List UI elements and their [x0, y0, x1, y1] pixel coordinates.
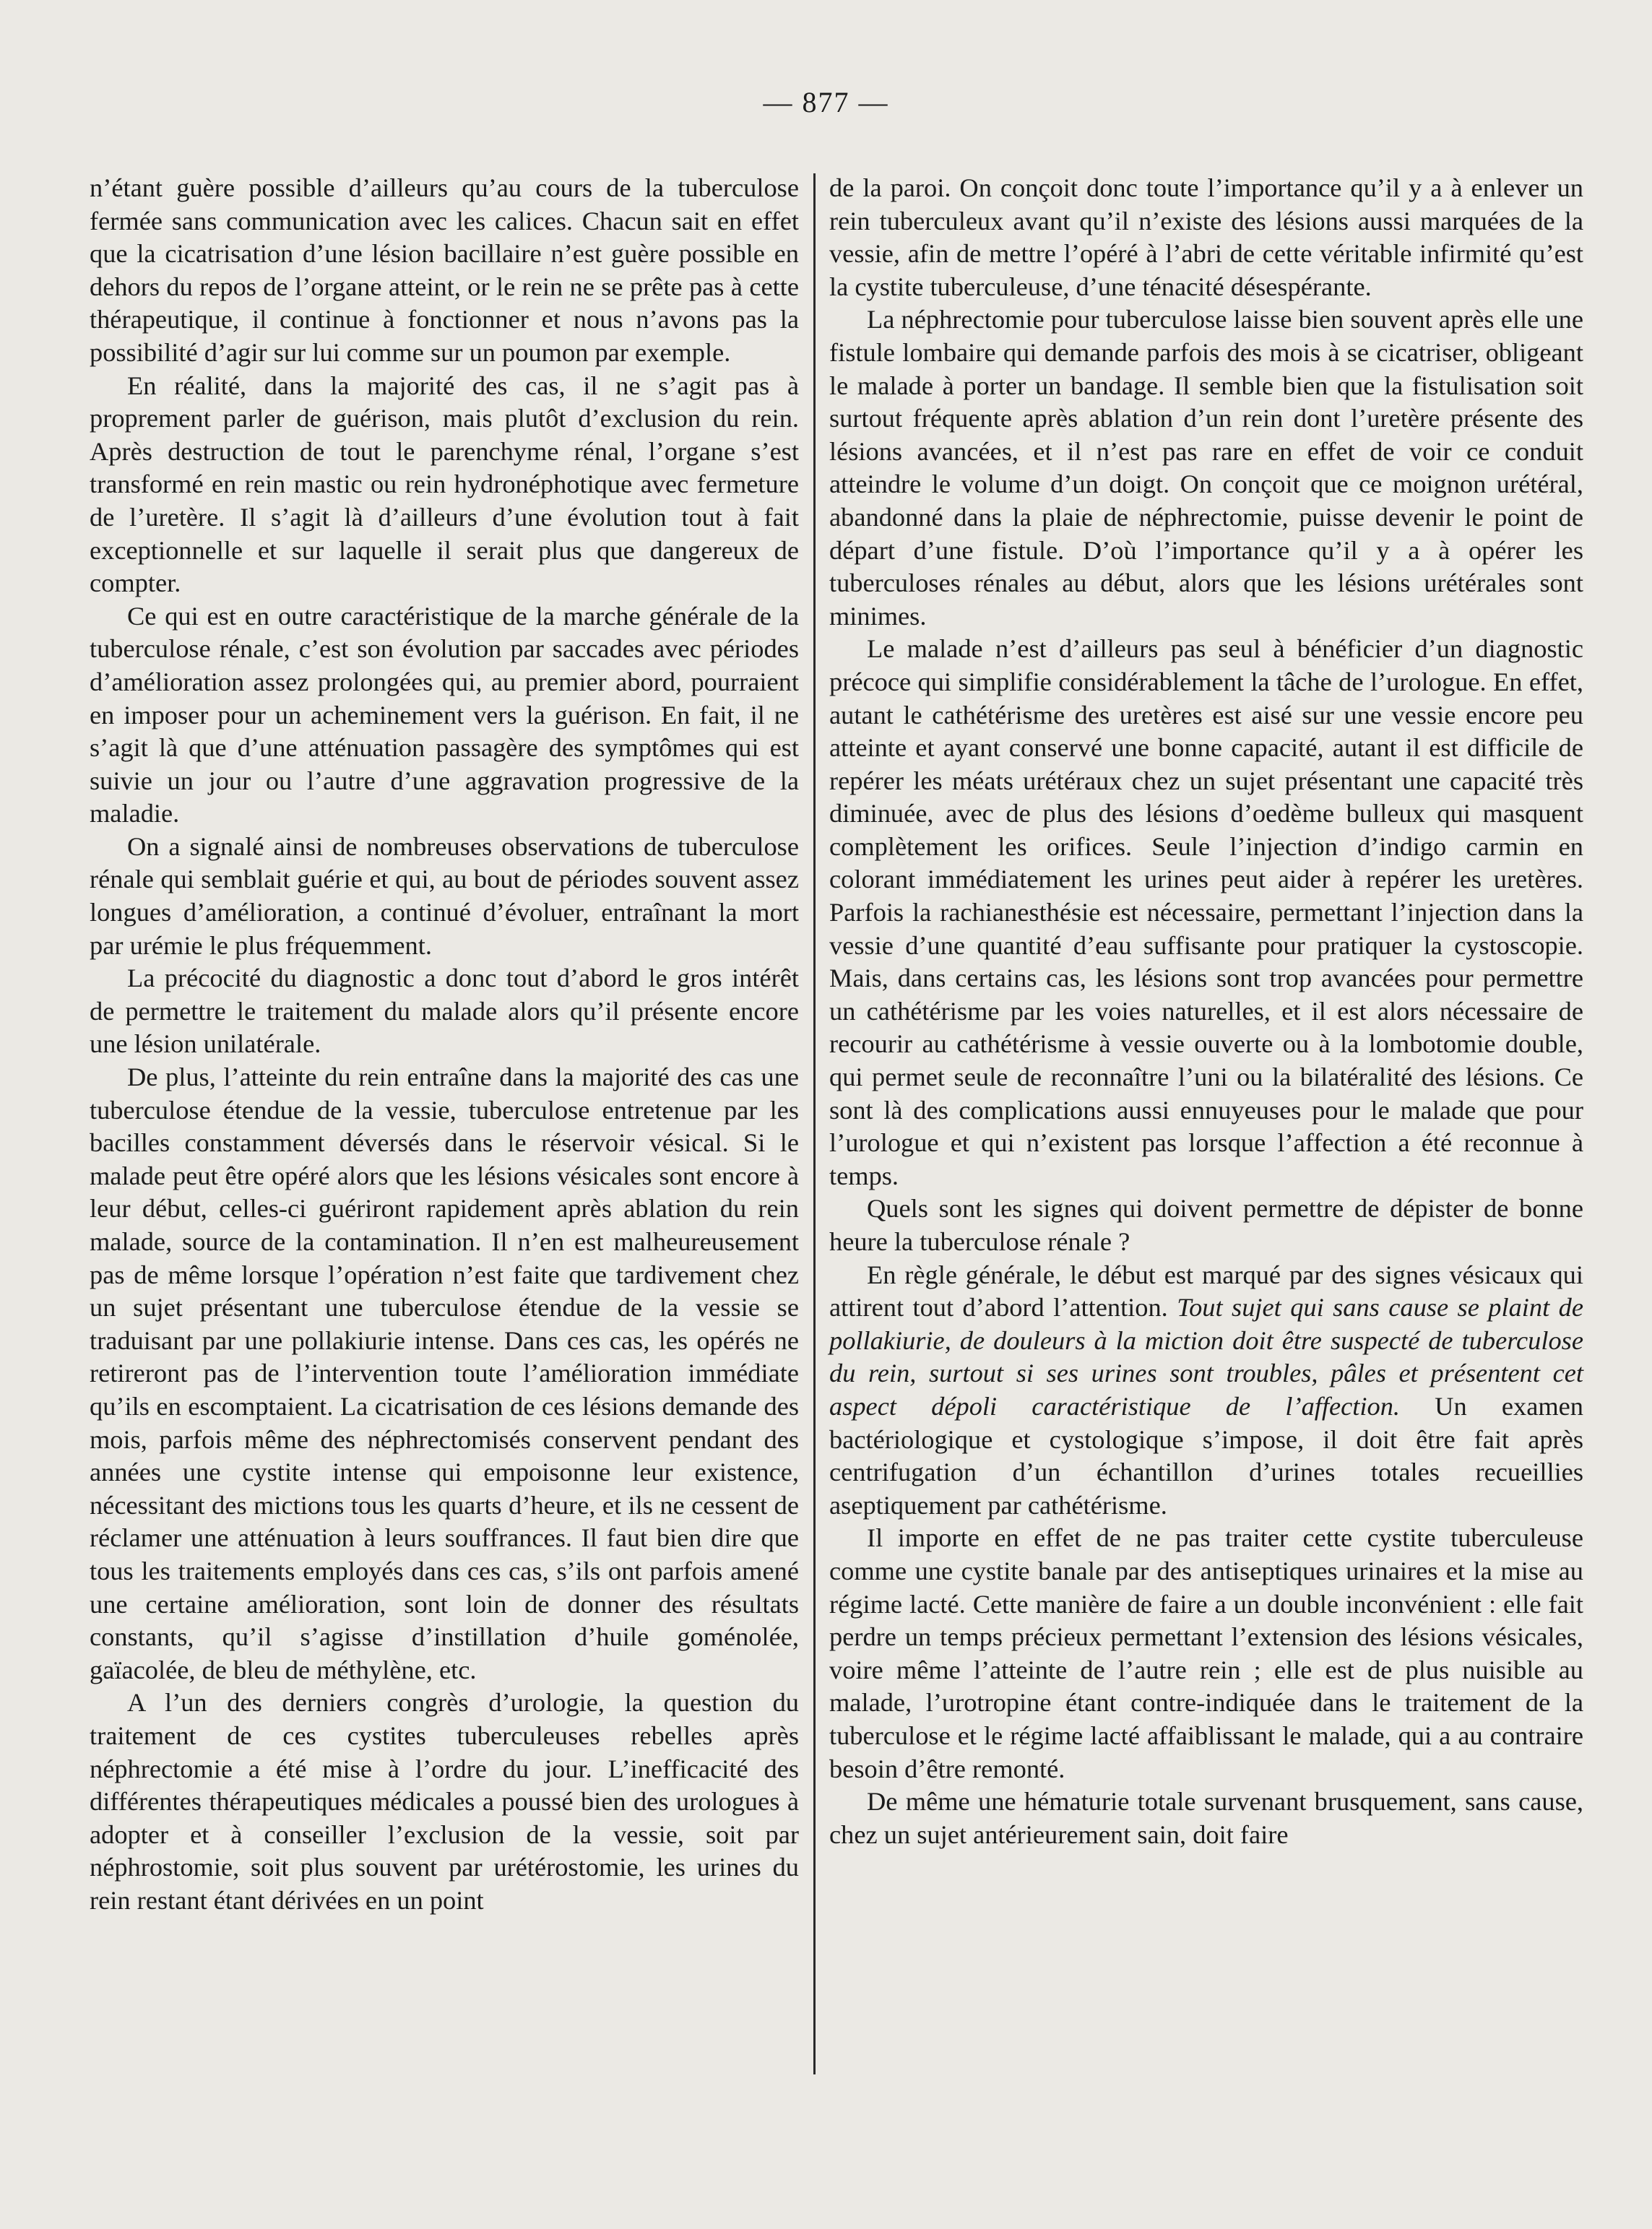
paragraph-text: Un examen bactériologique et cystologique s’impose, il doit être fait après centrifugation d’un échantillon d’urines totales recueillies aseptiquement par cathétérisme.	[829, 1391, 1584, 1520]
paragraph: Ce qui est en outre caractéristique de la marche générale de la tuberculose rénale, c’est son évolution par saccades avec périodes d’amélioration assez prolongées qui, au premier abord, pourraient en imposer pour un acheminement vers la guérison. En fait, il ne s’agit là que d’une atténuation passagère des symptômes qui est suivie un jour ou l’autre d’une aggravation progressive de la maladie.	[90, 601, 799, 828]
column-divider	[813, 173, 816, 2074]
paragraph: de la paroi. On conçoit donc toute l’importance qu’il y a à enlever un rein tuberculeux avant qu’il n’existe des lésions aussi marquées de la vessie, afin de mettre l’opéré à l’abri de cette véritable infirmité qu’est la cystite tuberculeuse, d’une ténacité désespérante.	[829, 173, 1583, 301]
page-number: — 877 —	[763, 86, 889, 118]
paragraph: De même une hématurie totale survenant brusquement, sans cause, chez un sujet antérieurement sain, doit faire	[829, 1787, 1583, 1849]
paragraph: A l’un des derniers congrès d’urologie, la question du traitement de ces cystites tuberculeuses rebelles après néphrectomie a été mise à l’ordre du jour. L’inefficacité des différentes thérapeutiques médicales a poussé bien des urologues à adopter et à conseiller l’exclusion de la vessie, soit par néphrostomie, soit plus souvent par urétérostomie, les urines du rein restant étant dérivées en un point	[90, 1688, 799, 1915]
paragraph: De plus, l’atteinte du rein entraîne dans la majorité des cas une tuberculose étendue de la vessie, tuberculose entretenue par les bacilles constamment déversés dans le réservoir vésical. Si le malade peut être opéré alors que les lésions vésicales sont encore à leur début, celles-ci guériront rapidement après ablation du rein malade, source de la contamination. Il n’en est malheureusement pas de même lorsque l’opération n’est faite que tardivement chez un sujet présentant une tuberculose étendue de la vessie se traduisant par une pollakiurie intense. Dans ces cas, les opérés ne retireront pas de l’intervention toute l’amélioration immédiate qu’ils en escomptaient. La cicatrisation de ces lésions demande des mois, parfois même des néphrectomisés conservent pendant des années une cystite intense qui empoisonne leur existence, nécessitant des mictions tous les quarts d’heure, et ils ne cessent de réclamer une atténuation à leurs souffrances. Il faut bien dire que tous les traitements employés dans ces cas, s’ils ont parfois amené une certaine amélioration, sont loin de donner des résultats constants, qu’il s’agisse d’instillation d’huile goménolée, gaïacolée, de bleu de méthylène, etc.	[90, 1062, 799, 1684]
paragraph: n’étant guère possible d’ailleurs qu’au cours de la tuberculose fermée sans communication avec les calices. Chacun sait en effet que la cicatrisation d’une lésion bacillaire n’est guère possible en dehors du repos de l’organe atteint, or le rein ne se prête pas à cette thérapeutique, il continue à fonctionner et nous n’avons pas la possibilité d’agir sur lui comme sur un poumon par exemple.	[90, 173, 799, 367]
paragraph: Il importe en effet de ne pas traiter cette cystite tuberculeuse comme une cystite banale par des antiseptiques urinaires et la mise au régime lacté. Cette manière de faire a un double inconvénient : elle fait perdre un temps précieux permettant l’extension des lésions vésicales, voire même l’atteinte de l’autre rein ; elle est de plus nuisible au malade, l’urotropine étant contre-indiquée dans le traitement de la tuberculose et le régime lacté affaiblissant le malade, qui a au contraire besoin d’être remonté.	[829, 1523, 1583, 1783]
paragraph: Le malade n’est d’ailleurs pas seul à bénéficier d’un diagnostic précoce qui simplifie considérablement la tâche de l’urologue. En effet, autant le cathétérisme des uretères est aisé sur une vessie encore peu atteinte et ayant conservé une bonne capacité, autant il est difficile de repérer les méats urétéraux chez un sujet présentant une capacité très diminuée, avec de plus des lésions d’oedème bulleux qui masquent complètement les orifices. Seule l’injection d’indigo carmin en colorant immédiatement les urines peut aider à repérer les uretères. Parfois la rachianesthésie est nécessaire, permettant l’injection dans la vessie d’une quantité d’eau suffisante pour pratiquer la cystoscopie. Mais, dans certains cas, les lésions sont trop avancées pour permettre un cathétérisme par les voies naturelles, et il est alors nécessaire de recourir au cathétérisme à vessie ouverte ou à la lombotomie double, qui permet seule de reconnaître l’uni ou la bilatéralité des lésions. Ce sont là des complications aussi ennuyeuses pour le malade que pour l’urologue et qui n’existent pas lorsque l’affection a été reconnue à temps.	[829, 634, 1583, 1190]
paragraph-with-emphasis	[829, 1259, 1583, 1523]
paragraph: En réalité, dans la majorité des cas, il ne s’agit pas à proprement parler de guérison, mais plutôt d’exclusion du rein. Après destruction de tout le parenchyme rénal, l’organe s’est transformé en rein mastic ou rein hydronéphotique avec fermeture de l’uretère. Il s’agit là d’ailleurs d’une évolution tout à fait exceptionnelle et sur laquelle il serait plus que dangereux de compter.	[90, 371, 799, 598]
paragraph-text: En règle générale, le début est marqué par des signes vésicaux qui attirent tout d’abord l’attention.	[829, 1260, 1583, 1323]
paragraph: Quels sont les signes qui doivent permettre de dépister de bonne heure la tuberculose rénale ?	[829, 1194, 1583, 1256]
paragraph: La précocité du diagnostic a donc tout d’abord le gros intérêt de permettre le traitement du malade alors qu’il présente encore une lésion unilatérale.	[90, 964, 799, 1059]
paragraph: La néphrectomie pour tuberculose laisse bien souvent après elle une fistule lombaire qui demande parfois des mois à se cicatriser, obligeant le malade à porter un bandage. Il semble bien que la fistulisation soit surtout fréquente après ablation d’un rein dont l’uretère présente des lésions avancées, et il n’est pas rare en effet de voir ce conduit atteindre le volume d’un doigt. On conçoit que ce moignon urétéral, abandonné dans la plaie de néphrectomie, puisse devenir le point de départ d’une fistule. D’où l’importance qu’il y a à opérer les tuberculoses rénales au début, alors que les lésions urétérales sont minimes.	[829, 305, 1583, 631]
right-column	[829, 172, 1583, 1851]
left-column	[90, 172, 799, 1917]
paragraph: On a signalé ainsi de nombreuses observations de tuberculose rénale qui semblait guérie et qui, au bout de périodes souvent assez longues d’amélioration, a continué d’évoluer, entraînant la mort par urémie le plus fréquemment.	[90, 831, 799, 960]
emphasized-text: Tout sujet qui sans cause se plaint de pollakiurie, de douleurs à la miction doit être suspecté de tuberculose du rein, surtout si ses urines sont troubles, pâles et présentent cet aspect dépoli caractéristique de l’affection.	[829, 1293, 1583, 1421]
